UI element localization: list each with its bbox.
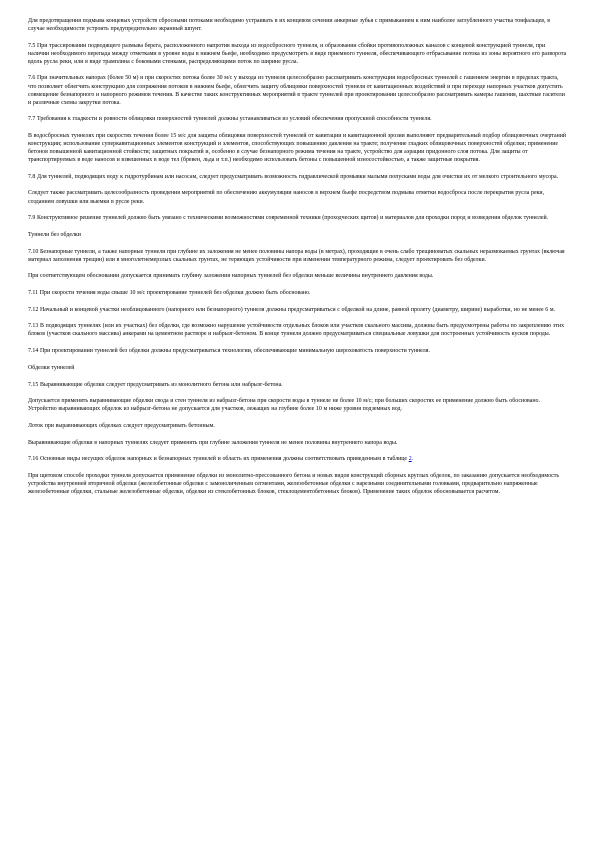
paragraph-7-10: 7.10 Безнапорные туннели, а также напорные туннели при глубине их заложения не менее половины напора воды (в метрах), проходящие в очень слабо трещиноватых скальных неразмокаемых грунтах (включая материал заполнения трещин) или в многолетнемерзлых скальных грунтах, не теряющих устойчивости при изменении температурного режима, следует проектировать без обделки. (28, 248, 565, 263)
paragraph-7-16 (28, 455, 567, 463)
paragraph-7-13: 7.13 В подводящих туннелях (или их участках) без обделки, где возможно нарушение устойчивости отдельных блоков или участков скального массива, должны быть предусмотрены работы по закреплению этих блоков (участков скального массива) анкерами на цементном растворе и набрызг-бетоном. В конце туннеля должно предусматриваться специальные ловушки для построенных устойчивость кусков породы. (28, 323, 565, 338)
paragraph-7-14: 7.14 При проектировании туннелей без обделки должны предусматриваться технологии, обеспечивающие минимальную шероховатость поверхности туннеля. (28, 347, 430, 354)
paragraph-7-15: 7.15 Выравнивающие обделки следует предусматривать из монолитного бетона или набрызг-бетона. (28, 381, 283, 388)
paragraph-7-16-text: 7.16 Основные виды несущих обделок напорных и безнапорных туннелей и область их применения должны соответствовать приведенным в таблице (28, 456, 408, 463)
paragraph-cavitation: В водосбросных туннелях при скоростях течения более 15 м/с для защиты облицовки поверхностей туннелей от кавитации и кавитационной эрозии выполняют предварительный подбор облицовочных очертаний конструкции; использование суперкавитационных элементов конструкций и элементов, способствующих повышению давления на тракте; получение гладких облицовочных поверхностей обделки; применение бетонов повышенной кавитационной стойкости; защитных покрытий и, особенно в случае безнапорного режима течения на тракте, устройство для аэрации придонного слоя потока. Для защиты от транспортируемых в воде наносов и взвешенных в воде тел (бревен, льда и т.п.) необходимо использовать бетоны с повышенной износостойкостью, а также защитные покрытия. (28, 132, 567, 164)
paragraph-7-11: 7.11 При скорости течения воды свыше 10 м/с проектирование туннелей без обделки должно быть обосновано. (28, 290, 311, 297)
paragraph-7-7: 7.7 Требования к гладкости и ровности облицовки поверхностей туннелей должны устанавливаться из условий обеспечения пропускной способности туннеля. (28, 116, 432, 123)
paragraph-depth: При соответствующем обосновании допускается принимать глубину заложения напорных туннелей без обделки меньше величины внутреннего давления воды. (28, 273, 434, 280)
table-2-link[interactable]: 2 (408, 456, 412, 463)
paragraph-shield: При щитовом способе проходки туннеля допускается применение обделки из монолитно-прессованного бетона и новых видов конструкций сборных круглых обделок, по заказанию допускается необходимость устройства внутренней вторичной обделки (железобетонные обделки с замоноличенным сегментами, железобетонные обделки с нарезными соединительными головками, предварительно напряженные железобетонные обделки, стальные железобетонные обделки, обделки из стеклобетонных блоков, стеклоцементобетонных блоков). Применение таких обделок обосновывается расчетом. (28, 472, 560, 495)
section-heading-unlined: Туннели без обделки (28, 231, 81, 238)
paragraph-7-6: 7.6 При значительных напорах (более 50 м) и при скоростях потока более 30 м/с у выхода из туннеля целесообразно рассматривать конструкции водосбросных туннелей с гашением энергии в пределах тракта, что позволяет облегчить конструкцию для сопряжения потоков в нижнем бьефе, облегчить защиту облицовки поверхностей туннеля от кавитационных воздействий и при переходе напорных участков допустить совмещение безнапорного и напорного режимов течения. В качестве таких конструктивных мероприятий в тракте туннелей при проектировании целесообразно рассматривать камеры гашения, шахтные гасители и различные схемы закрутки потока. (28, 75, 565, 106)
paragraph-7-12: 7.12 Начальный и концевой участки необлицованного (напорного или безнапорного) туннеля должны предусматриваться с обделкой на длине, равной пролету (диаметру, ширине) выработки, но не менее 6 м. (28, 306, 556, 313)
paragraph-shotcrete: Допускается применять выравнивающие обделки свода и стен туннеля из набрызг-бетона при скорости воды в туннеле не более 10 м/с; при больших скоростях ее применение должно быть обосновано. Устройство выравнивающих обделок из набрызг-бетона не допускается для участков, лежащих на глубине более 10 м ниже уровня подземных вод. (28, 398, 540, 413)
paragraph-leveling: Выравнивающие обделки в напорных туннелях следует применять при глубине заложения туннеля не менее половины внутреннего напора воды. (28, 439, 398, 446)
section-heading-linings: Обделки туннелей (28, 364, 75, 371)
paragraph-sediment: Следует также рассматривать целесообразность проведения мероприятий по обеспечению аккумуляции наносов в верхнем бьефе посредством подмыва отметки водосброса после перекрытия русла реки, созданием ловушки или выемки в русле реки. (28, 190, 545, 205)
paragraph-7-16-tail: . (411, 456, 414, 463)
paragraph-tray: Лоток при выравнивающих обделках следует предусматривать бетонным. (28, 422, 215, 429)
paragraph-7-9: 7.9 Конструктивное решение туннелей должно быть увязано с техническими возможностями современной техники (проходческих щитов) и материалов для проходки пород и возведения обделок туннелей. (28, 215, 549, 222)
paragraph-7-8: 7.8 Для туннелей, подводящих воду к гидротурбинам или насосам, следует предусматривать возможность гидравлической промывки малыми попусками воды для очистки их от мелкого строительного мусора. (28, 173, 559, 180)
paragraph-7-5: 7.5 При трассировании подводящего размыва берега, расположенного напротив выхода из водосбросного туннеля, и образовании сбойки противоположных каналов с концевой конструкцией туннеля, при наличии необходимого перепада между отметками в уровне воды в нижнем бьефе, необходимо предусмотреть в виде приемного туннеля, обеспечивающего отбрасывание потока из зоны вероятного его разворота вдоль русла реки, или в виде трамплина с боковыми стенками, распределяющими поток по ширине русла. (28, 42, 567, 65)
paragraph-1: Для предотвращения подмыва концевых устройств сбросными потоками необходимо устраивать в их концевом сечении анкерные зубья с примыканием к ним наиболее заглубленного участка тонфальцев, в случае необходимости устроить предупредительно экранный шпунт. (28, 18, 550, 33)
